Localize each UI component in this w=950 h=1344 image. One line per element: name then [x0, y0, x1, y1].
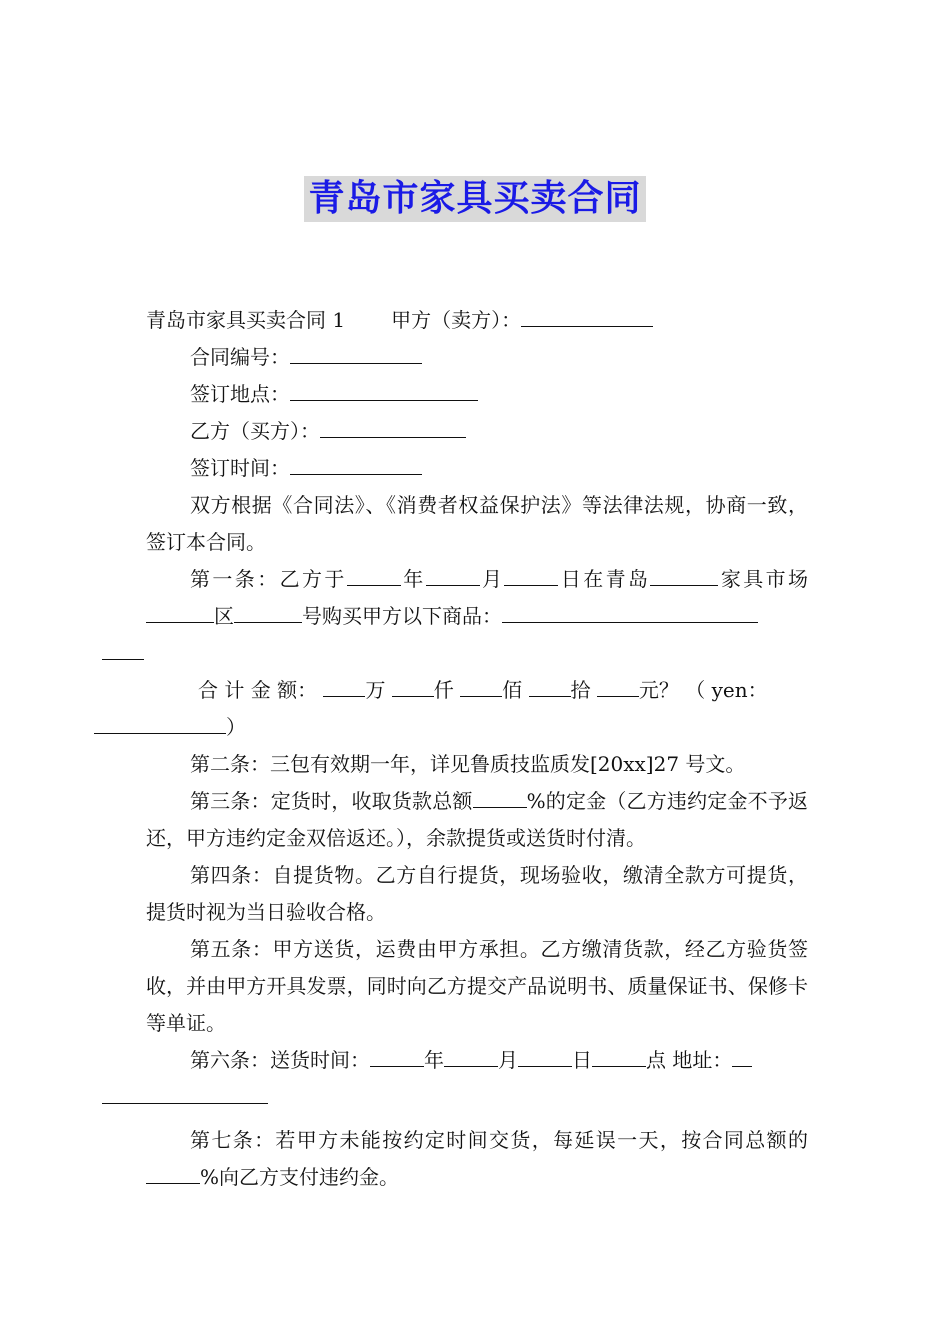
art1-no: 号购买甲方以下商品：	[302, 604, 502, 628]
art1-month: 月	[479, 567, 505, 591]
art6-address-blank[interactable]	[732, 1046, 752, 1067]
art6-text: 第六条：送货时间：	[190, 1048, 370, 1072]
article-1	[146, 561, 808, 672]
yen-open: （ yen：	[685, 678, 768, 702]
art7-text-a: 第七条：若甲方未能按约定时间交货，每延误一天，按合同总额的	[190, 1128, 808, 1152]
article-3	[146, 783, 808, 857]
art1-month-blank[interactable]	[426, 565, 480, 586]
article-6	[146, 1042, 808, 1116]
total-label: 合 计 金 额：	[198, 678, 318, 702]
bai-blank[interactable]	[460, 676, 502, 697]
document-body	[146, 302, 808, 1196]
art1-goods-blank[interactable]	[502, 602, 758, 623]
art1-district: 区	[214, 604, 234, 628]
contract-no-label: 合同编号：	[190, 345, 290, 369]
party-a-label: 甲方（卖方）：	[391, 308, 522, 332]
party-b-line	[146, 413, 808, 450]
document-title: 青岛市家具买卖合同	[304, 176, 645, 222]
art6-point-blank[interactable]	[592, 1046, 646, 1067]
article-2: 第二条：三包有效期一年，详见鲁质技监质发[20xx]27 号文。	[190, 752, 746, 776]
sign-time-blank[interactable]	[290, 454, 422, 475]
yen-close: ）	[226, 715, 246, 739]
art6-address: 点 地址：	[646, 1048, 733, 1072]
art3-text-b: %的定金（乙方违约定金不予返还，甲方违约定金双倍返还。），余款提货或送货时付清。	[146, 789, 808, 850]
header-lead: 青岛市家具买卖合同 1	[146, 308, 346, 332]
art1-year-blank[interactable]	[347, 565, 401, 586]
yuan-label: 元？	[638, 678, 679, 702]
art1-district-blank[interactable]	[146, 602, 214, 623]
contract-no-blank[interactable]	[290, 343, 422, 364]
art1-no-blank[interactable]	[234, 602, 302, 623]
qian-blank[interactable]	[392, 676, 434, 697]
art1-day-blank[interactable]	[504, 565, 558, 586]
art7-text-b: %向乙方支付违约金。	[200, 1165, 400, 1189]
shi-label: 拾	[570, 678, 591, 702]
art1-day: 日在青岛	[558, 567, 651, 591]
yen-blank[interactable]	[94, 713, 226, 734]
sign-place-blank[interactable]	[290, 380, 478, 401]
sign-time-label: 签订时间：	[190, 456, 290, 480]
shi-blank[interactable]	[529, 676, 571, 697]
article-4: 第四条：自提货物。乙方自行提货，现场验收，缴清全款方可提货，提货时视为当日验收合格。	[146, 863, 808, 924]
art1-year: 年	[400, 567, 426, 591]
contract-no-line	[146, 339, 808, 376]
art3-text-a: 第三条：定货时，收取货款总额	[190, 789, 473, 813]
art6-month-blank[interactable]	[444, 1046, 498, 1067]
art6-address-blank-2[interactable]	[102, 1083, 268, 1104]
header-line	[146, 302, 808, 339]
art6-day-blank[interactable]	[518, 1046, 572, 1067]
party-a-blank[interactable]	[521, 306, 653, 327]
title-wrap	[0, 176, 950, 222]
intro-paragraph: 双方根据《合同法》、《消费者权益保护法》等法律法规，协商一致，签订本合同。	[146, 493, 808, 554]
wan-blank[interactable]	[323, 676, 365, 697]
article-5: 第五条：甲方送货，运费由甲方承担。乙方缴清货款，经乙方验货签收，并由甲方开具发票，同时向乙方提交产品说明书、质量保证书、保修卡等单证。	[146, 937, 808, 1035]
art1-market-blank[interactable]	[650, 565, 718, 586]
party-b-blank[interactable]	[320, 417, 466, 438]
art3-percent-blank[interactable]	[473, 787, 527, 808]
art1-goods-blank-2[interactable]	[102, 639, 144, 660]
sign-place-line	[146, 376, 808, 413]
art1-text: 第一条：乙方于	[190, 567, 347, 591]
art6-year: 年	[424, 1048, 444, 1072]
bai-label: 佰	[502, 678, 523, 702]
yuan-blank[interactable]	[597, 676, 639, 697]
wan-label: 万	[365, 678, 386, 702]
art7-percent-blank[interactable]	[146, 1163, 200, 1184]
sign-place-label: 签订地点：	[190, 382, 290, 406]
sign-time-line	[146, 450, 808, 487]
article-7	[146, 1122, 808, 1196]
party-b-label: 乙方（买方）：	[190, 419, 320, 443]
qian-label: 仟	[433, 678, 454, 702]
art6-month: 月	[498, 1048, 518, 1072]
art1-market: 家具市场	[718, 567, 809, 591]
art6-year-blank[interactable]	[370, 1046, 424, 1067]
total-amount-line	[146, 672, 808, 746]
art6-day: 日	[572, 1048, 592, 1072]
